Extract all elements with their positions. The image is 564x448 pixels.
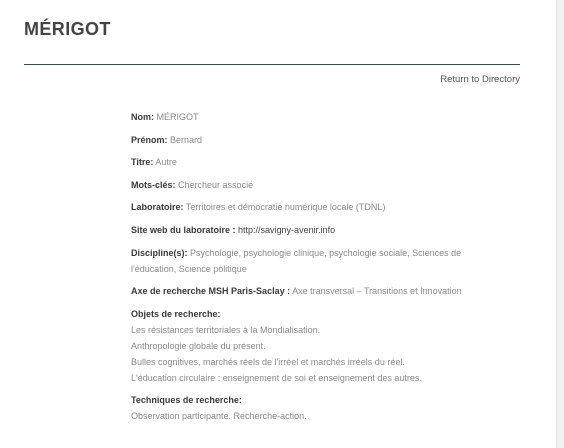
field-label: Laboratoire: xyxy=(131,202,184,213)
field-axe xyxy=(131,283,491,299)
field-value: Psychologie, psychologie clinique, psychologie sociale, Sciences de l'éducation, Science politique xyxy=(131,247,462,274)
field-titre xyxy=(131,154,491,170)
field-label: Mots-clés: xyxy=(131,179,176,190)
field-label: Prénom: xyxy=(131,134,168,145)
field-value: MÉRIGOT xyxy=(156,112,199,122)
field-line: L'éducation circulaire : enseignement de soi et enseignement des autres. xyxy=(131,372,422,383)
field-site-web xyxy=(131,222,491,238)
return-to-directory-link[interactable]: Return to Directory xyxy=(440,74,520,85)
field-value: Axe transversal – Transitions et Innovation xyxy=(292,286,462,297)
scrollbar[interactable] xyxy=(556,0,564,448)
field-value: Chercheur associé xyxy=(178,179,254,190)
field-label: Site web du laboratoire : xyxy=(131,224,236,235)
field-disciplines xyxy=(131,245,491,277)
field-techniques xyxy=(131,392,491,424)
field-nom xyxy=(131,109,491,125)
field-label: Techniques de recherche: xyxy=(131,395,242,406)
lab-website-link[interactable]: http://savigny-avenir.info xyxy=(238,224,336,235)
field-mots-cles xyxy=(131,177,491,193)
field-line: Bulles cognitives, marchés réels de l'irréel et marchés irréels du réel. xyxy=(131,356,405,367)
field-line: Anthropologie globale du présent. xyxy=(131,340,266,351)
field-prenom xyxy=(131,132,491,148)
field-value: Bernard xyxy=(170,134,203,145)
profile-fields xyxy=(131,109,491,431)
field-line: Observation participante. Recherche-action. xyxy=(131,411,307,422)
field-label: Axe de recherche MSH Paris-Saclay : xyxy=(131,286,291,297)
field-line: Les résistances territoriales à la Mondialisation. xyxy=(131,324,321,335)
field-value: Autre xyxy=(155,157,177,168)
field-label: Objets de recherche: xyxy=(131,308,221,319)
page-title: MÉRIGOT xyxy=(24,19,111,39)
field-objets xyxy=(131,306,491,386)
field-label: Nom: xyxy=(131,112,154,122)
field-laboratoire xyxy=(131,199,491,215)
field-label: Titre: xyxy=(131,157,154,168)
field-label: Discipline(s): xyxy=(131,247,188,258)
title-divider xyxy=(24,64,520,65)
field-value: Territoires et démocratie numérique locale (TDNL) xyxy=(185,202,386,213)
